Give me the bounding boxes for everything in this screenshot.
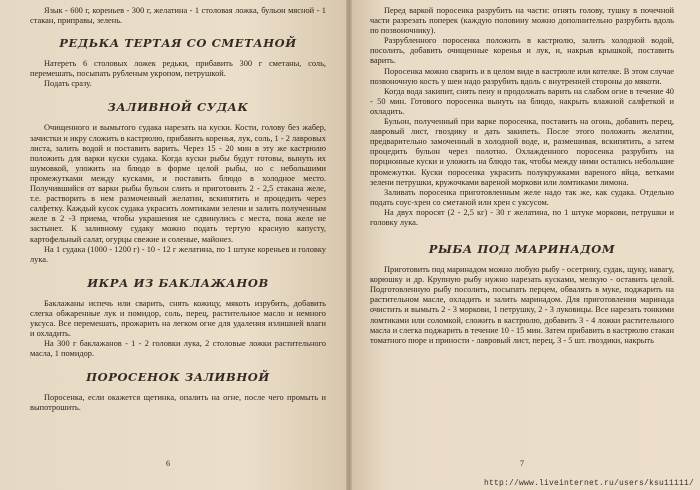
intro-text: Язык - 600 г, кореньев - 300 г, желатина - 1 столовая ложка, бульон мясной - 1 стакан, приправы, зелень. [30, 6, 326, 26]
left-page [0, 0, 348, 490]
paragraph: Подать сразу. [44, 79, 92, 89]
paragraph: На 1 судака (1000 - 1200 г) - 10 - 12 г желатина, по 1 штуке кореньев и головку лука. [30, 244, 326, 264]
section-title-radish: РЕДЬКА ТЕРТАЯ СО СМЕТАНОЙ [59, 36, 297, 51]
paragraph: Когда вода закипит, снять пену и продолжать варить на слабом огне в течение 40 - 50 мин. Готового поросенка вынуть на блюдо, накрыть влажной салфеткой и охладить. [370, 86, 674, 116]
book-gutter [346, 0, 352, 490]
section-title-pike-perch: ЗАЛИВНОЙ СУДАК [107, 100, 249, 115]
paragraph: Разрубленного поросенка положить в кастрюлю, залить холодной водой, посолить, добавить очищенные коренья и лук, и, накрыв крышкой, поставить варить. [370, 36, 674, 66]
page-number-left: 6 [166, 459, 170, 468]
paragraph: Баклажаны испечь или сварить, снять кожицу, мякоть изрубить, добавить слегка обжаренные лук и помидор, соль, перец, растительное масло и немного уксуса. Все перемешать, прожарить на легком огне для удаления излишней влаги и охладить. [30, 298, 326, 339]
watermark-url: http://www.liveinternet.ru/users/ksu11111/ [483, 479, 694, 488]
paragraph: Заливать поросенка приготовленным желе надо так же, как судака. Отдельно подать соус-хрен со сметаной или хрен с уксусом. [370, 187, 674, 207]
paragraph: Поросенка можно сварить и в целом виде в кастрюле или котелке. В этом случае позвоночную кость у шеи надо разрубить вдоль с внутренней стороны до мякоти. [370, 66, 674, 86]
paragraph: Приготовить под маринадом можно любую рыбу - осетрину, судак, щуку, навагу, корюшку и др. Крупную рыбу нужно нарезать кусками, мелкую - оставить целой. Подготовленную рыбу посолить, посыпать перцем, обвалять в муке, поджарить на растительном масле, охладить и залить маринадом. Для приготовления маринада очистить и вымыть 2 - 3 моркови, 1 петрушку, 2 - 3 луковицы. Все нарезать тонкими ломтиками или соломкой, сложить в кастрюлю, добавить 3 - 4 ложки растительного масла и слегка поджарить в течение 10 - 15 мин. Затем прибавить в кастрюлю стакан томатного пюре и приности - лавровый лист, перец, 3 - 5 шт. гвоздики, накрыть [370, 265, 674, 345]
section-title-piglet: ПОРОСЕНОК ЗАЛИВНОЙ [86, 370, 270, 385]
section-title-eggplant: ИКРА ИЗ БАКЛАЖАНОВ [87, 275, 269, 290]
section-title-marinated-fish: РЫБА ПОД МАРИНАДОМ [428, 242, 616, 257]
paragraph: Поросенка, если окажется щетинка, опалить на огне, после чего промыть и выпотрошить. [30, 393, 326, 413]
paragraph: Бульон, полученный при варке поросенка, поставить на огонь, добавить перец, лавровый лист, гвоздику и дать закипеть. После этого положить желатин, предварительно замоченный в холодной воде, и, размешивая, вскипятить, а затем процедить бульон через полотно. Охлажденного поросенка разрубить на порционные куски и уложить на блюдо так, чтобы между ними остались небольшие промежутки. Куски поросенка украсить полукружками вареного яйца, ветками зелени петрушки, кружочками вареной моркови или ломтиками лимона. [370, 117, 674, 187]
right-page [348, 0, 700, 490]
paragraph: Перед варкой поросенка разрубить на части: отнять голову, тушку в почечной части разрезать поперек (каждую половину можно дополнительно разрубить вдоль по позвоночнику). [370, 6, 674, 36]
paragraph: Очищенного и вымытого судака нарезать на куски. Кости, голову без жабер, зачистки и икру сложить в кастрюлю, прибавить коренья, лук, соль, 1 - 2 лавровых листа, залить водой и поставить варить. Через 15 - 20 мин в эту же кастрюлю положить для варки куски судака. Когда куски рыбы будут готовы, вынуть их шумовкой, уложить на блюдо в форме целой рыбы, но с небольшими промежутками между кусками, и поставить блюдо в холодное место. Получившийся от варки рыбы бульон слить и приготовить 2 - 2,5 стакана желе, т.е. растворить в нем размоченный желатин, вскипятить и процедить через салфетку. Каждый кусок судака украсить ломтиками зелени и залить полученным желе в 2 -3 приема, чтобы украшения не сдвинулись с места, пока желе не застынет. К заливному судаку можно подать тертую красную капусту, картофельный салат, огурцы свежие и соленые, майонез. [30, 123, 326, 244]
paragraph: На 300 г баклажанов - 1 - 2 головки лука, 2 столовые ложки растительного масла, 1 помидор. [30, 339, 326, 359]
paragraph: На двух поросят (2 - 2,5 кг) - 30 г желатина, по 1 штуке моркови, петрушки и головку лука. [370, 207, 674, 227]
page-number-right: 7 [520, 459, 524, 468]
paragraph: Натереть 6 столовых ложек редьки, прибавить 300 г сметаны, соль, перемешать, посыпать рубленым укропом, петрушкой. [30, 59, 326, 79]
